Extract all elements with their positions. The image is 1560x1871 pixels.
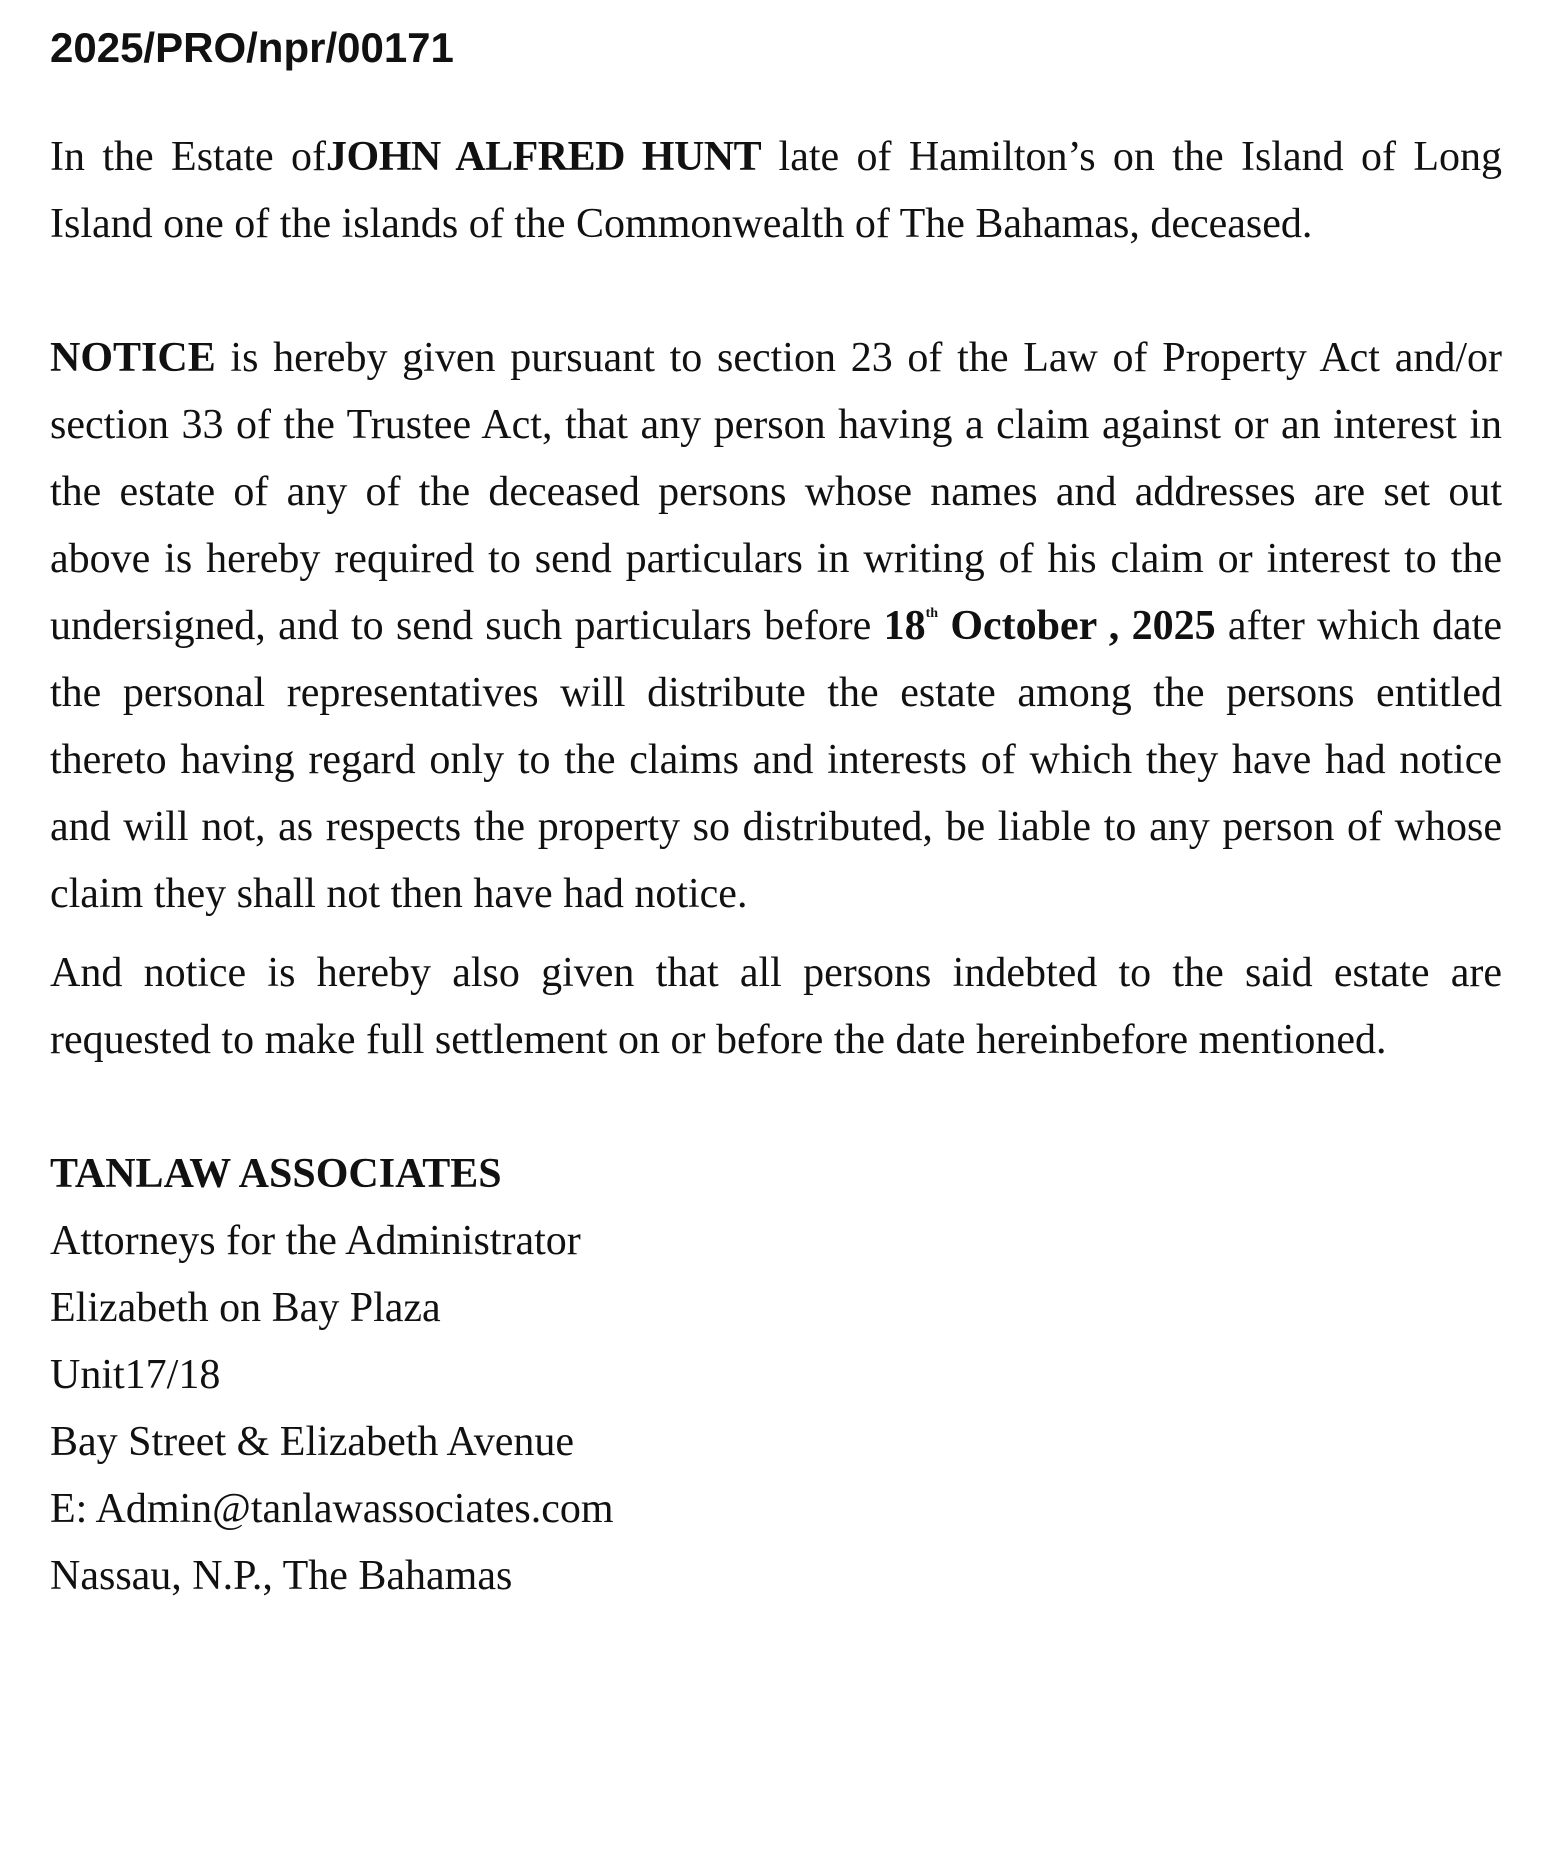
signature-block (50, 1141, 1502, 1610)
contact-email: E: Admin@tanlawassociates.com (50, 1486, 614, 1532)
firm-name: TANLAW ASSOCIATES (50, 1151, 502, 1197)
deceased-name: JOHN ALFRED HUNT (326, 134, 762, 180)
address-unit: Unit17/18 (50, 1352, 221, 1398)
deadline-month-year: October , 2025 (938, 603, 1216, 649)
debtors-paragraph: And notice is hereby also given that all persons indebted to the said estate are requested to make full settlement on or before the date hereinbefore mentioned. (50, 950, 1502, 1063)
legal-notice (50, 18, 1502, 1610)
estate-prefix: In the Estate of (50, 134, 327, 180)
notice-paragraph (50, 325, 1502, 928)
deadline-day: 18 (883, 603, 926, 649)
address-street: Bay Street & Elizabeth Avenue (50, 1419, 575, 1465)
estate-description: late of Hamilton’s on the Island of Long Island one of the islands of the Commonwealth of The Bahamas, deceased. (50, 134, 1503, 247)
address-city: Nassau, N.P., The Bahamas (50, 1553, 513, 1599)
firm-role: Attorneys for the Administrator (50, 1218, 581, 1264)
estate-paragraph (50, 124, 1502, 258)
notice-text-after-date: after which date the personal representatives will distribute the estate among the persons entitled thereto having regard only to the claims and interests of which they have had notice and will not, as respects the property so distributed, be liable to any person of whose claim they shall not then have had notice. (50, 603, 1502, 917)
notice-lead: NOTICE (50, 335, 216, 381)
deadline-ordinal: th (925, 606, 939, 621)
notice-text-before-date: is hereby given pursuant to section 23 of the Law of Property Act and/or section 33 of the Trustee Act, that any person having a claim against or an interest in the estate of any of the deceased persons whose names and addresses are set out above is hereby required to send particulars in writing of his claim or interest to the undersigned, and to send such particulars before (50, 335, 1502, 649)
address-building: Elizabeth on Bay Plaza (50, 1285, 441, 1331)
reference-number: 2025/PRO/npr/00171 (50, 24, 454, 71)
